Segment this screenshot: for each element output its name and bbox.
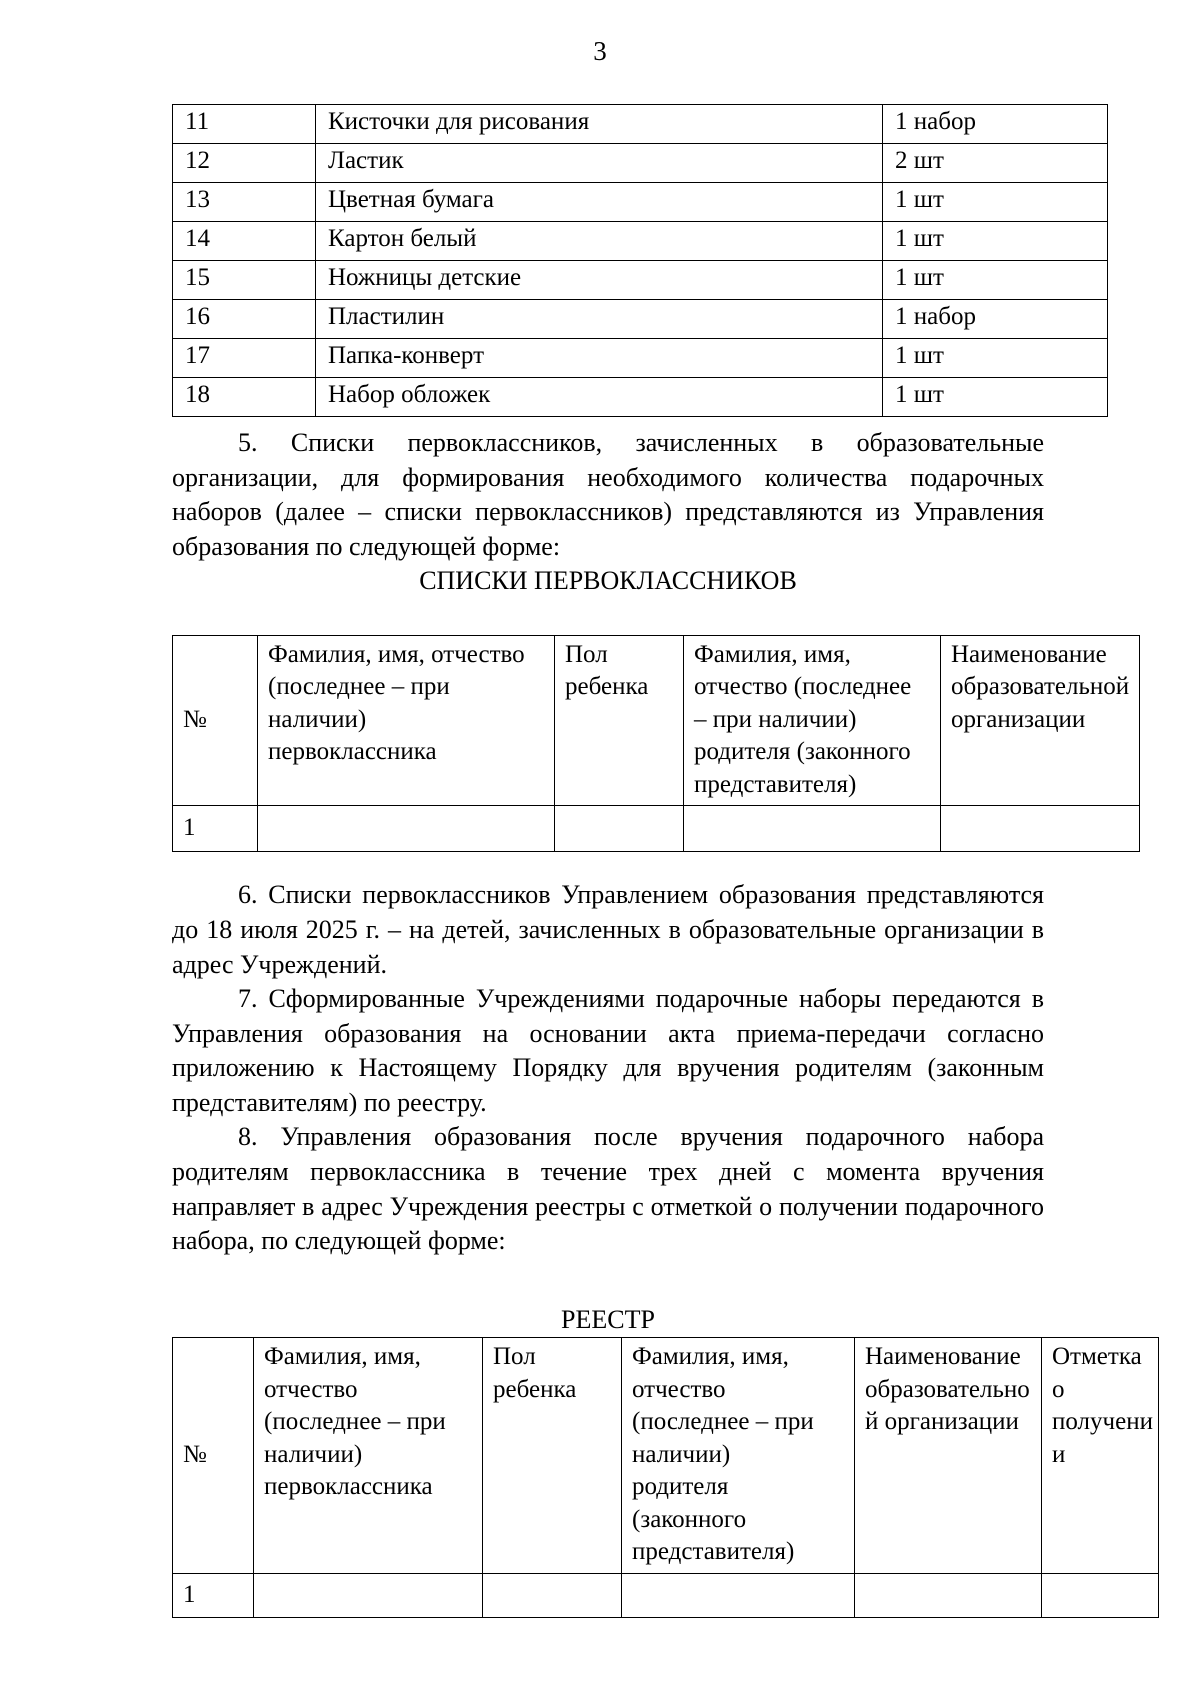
supplies-cell-num: 15 bbox=[173, 261, 316, 300]
registry-header-sex-line: Пол bbox=[493, 1343, 536, 1371]
first-graders-lists-table bbox=[172, 635, 1140, 853]
lists-header-fio bbox=[258, 635, 555, 806]
lists-header-fio-line: наличии) bbox=[268, 705, 367, 733]
registry-table bbox=[172, 1337, 1159, 1618]
supplies-cell-name: Цветная бумага bbox=[316, 183, 883, 222]
table-row bbox=[173, 105, 1108, 144]
registry-cell-sex[interactable] bbox=[483, 1573, 622, 1617]
supplies-cell-name: Пластилин bbox=[316, 300, 883, 339]
registry-header-parent-line: отчество bbox=[632, 1375, 726, 1403]
lists-header-org-line: образовательной bbox=[951, 673, 1130, 701]
supplies-cell-num: 18 bbox=[173, 378, 316, 417]
registry-header-parent-line: представителя) bbox=[632, 1538, 795, 1566]
lists-header-parent bbox=[684, 635, 941, 806]
registry-header-sex bbox=[483, 1338, 622, 1574]
registry-header-parent-line: наличии) bbox=[632, 1440, 731, 1468]
lists-cell-org[interactable] bbox=[941, 806, 1140, 852]
page-content bbox=[172, 104, 1153, 1618]
lists-header-parent-line: – при наличии) bbox=[694, 705, 857, 733]
table-row bbox=[173, 300, 1108, 339]
registry-cell-num: 1 bbox=[173, 1573, 254, 1617]
registry-header-org-line: образовательно bbox=[865, 1375, 1030, 1403]
registry-header-fio-line: (последнее – при bbox=[264, 1408, 446, 1436]
table-row bbox=[173, 806, 1140, 852]
registry-header-parent-line: (законного bbox=[632, 1505, 747, 1533]
registry-header-org-line: Наименование bbox=[865, 1343, 1021, 1371]
table-row bbox=[173, 339, 1108, 378]
supplies-cell-qty: 1 шт bbox=[883, 339, 1108, 378]
lists-header-org-line: Наименование bbox=[951, 640, 1107, 668]
table-header-row bbox=[173, 635, 1140, 806]
supplies-cell-name: Набор обложек bbox=[316, 378, 883, 417]
registry-header-parent-line: (последнее – при bbox=[632, 1408, 814, 1436]
supplies-cell-qty: 1 шт bbox=[883, 222, 1108, 261]
supplies-cell-num: 12 bbox=[173, 144, 316, 183]
supplies-cell-name: Картон белый bbox=[316, 222, 883, 261]
registry-cell-org[interactable] bbox=[855, 1573, 1042, 1617]
lists-header-fio-line: Фамилия, имя, отчество bbox=[268, 640, 525, 668]
lists-header-fio-line: первоклассника bbox=[268, 738, 437, 766]
paragraph-6: 6. Списки первоклассников Управлением образования представляются до 18 июля 2025 г. – на детей, зачисленных в образовательные организации в адрес Учреждений. bbox=[172, 880, 1044, 979]
registry-cell-mark[interactable] bbox=[1042, 1573, 1159, 1617]
paragraph-7: 7. Сформированные Учреждениями подарочные наборы передаются в Управления образования на основании акта приема-передачи согласно приложению к Настоящему Порядку для вручения родителям (законным представителям) по реестру. bbox=[172, 984, 1044, 1117]
lists-header-sex bbox=[555, 635, 684, 806]
table-header-row bbox=[173, 1338, 1159, 1574]
registry-header-mark bbox=[1042, 1338, 1159, 1574]
supplies-cell-qty: 1 шт bbox=[883, 183, 1108, 222]
supplies-cell-num: 16 bbox=[173, 300, 316, 339]
registry-header-mark-line: о bbox=[1052, 1375, 1065, 1403]
lists-header-parent-line: Фамилия, имя, bbox=[694, 640, 851, 668]
supplies-cell-qty: 2 шт bbox=[883, 144, 1108, 183]
registry-header-mark-line: Отметка bbox=[1052, 1343, 1142, 1371]
registry-cell-parent[interactable] bbox=[622, 1573, 855, 1617]
lists-title: СПИСКИ ПЕРВОКЛАССНИКОВ bbox=[419, 566, 797, 596]
table-row bbox=[173, 183, 1108, 222]
supplies-cell-name: Ластик bbox=[316, 144, 883, 183]
registry-title: РЕЕСТР bbox=[561, 1304, 655, 1334]
supplies-cell-qty: 1 шт bbox=[883, 261, 1108, 300]
registry-cell-fio[interactable] bbox=[254, 1573, 483, 1617]
paragraph-5: 5. Списки первоклассников, зачисленных в образовательные организации, для формирования необходимого количества подарочных наборов (далее – списки первоклассников) представляются из Управления образования по следующей форме: bbox=[172, 428, 1044, 561]
registry-header-fio-line: Фамилия, имя, bbox=[264, 1343, 421, 1371]
lists-header-org-line: организации bbox=[951, 705, 1086, 733]
lists-header-sex-line: ребенка bbox=[565, 673, 649, 701]
registry-header-parent bbox=[622, 1338, 855, 1574]
registry-header-fio-line: отчество bbox=[264, 1375, 358, 1403]
registry-header-fio bbox=[254, 1338, 483, 1574]
table-row bbox=[173, 1573, 1159, 1617]
registry-header-fio-line: наличии) bbox=[264, 1440, 363, 1468]
lists-cell-num: 1 bbox=[173, 806, 258, 852]
registry-header-parent-line: родителя bbox=[632, 1473, 729, 1501]
paragraph-8: 8. Управления образования после вручения подарочного набора родителям первоклассника в течение трех дней с момента вручения направляет в адрес Учреждения реестры с отметкой о получении подарочного набора, по следующей форме: bbox=[172, 1122, 1044, 1256]
page-number: 3 bbox=[593, 36, 607, 66]
registry-header-mark-line: и bbox=[1052, 1440, 1066, 1468]
registry-header-fio-line: первоклассника bbox=[264, 1473, 433, 1501]
supplies-cell-qty: 1 набор bbox=[883, 105, 1108, 144]
lists-header-org bbox=[941, 635, 1140, 806]
lists-header-parent-line: отчество (последнее bbox=[694, 673, 912, 701]
lists-header-num: № bbox=[173, 635, 258, 806]
lists-header-parent-line: родителя (законного bbox=[694, 738, 911, 766]
table-row bbox=[173, 378, 1108, 417]
registry-header-org bbox=[855, 1338, 1042, 1574]
table-row bbox=[173, 222, 1108, 261]
lists-cell-sex[interactable] bbox=[555, 806, 684, 852]
lists-cell-parent[interactable] bbox=[684, 806, 941, 852]
supplies-cell-name: Кисточки для рисования bbox=[316, 105, 883, 144]
supplies-cell-num: 13 bbox=[173, 183, 316, 222]
table-row bbox=[173, 144, 1108, 183]
supplies-cell-qty: 1 шт bbox=[883, 378, 1108, 417]
supplies-cell-qty: 1 набор bbox=[883, 300, 1108, 339]
registry-header-org-line: й организации bbox=[865, 1408, 1019, 1436]
supplies-table bbox=[172, 104, 1108, 417]
supplies-cell-num: 11 bbox=[173, 105, 316, 144]
registry-header-sex-line: ребенка bbox=[493, 1375, 577, 1403]
supplies-cell-name: Папка-конверт bbox=[316, 339, 883, 378]
lists-cell-fio[interactable] bbox=[258, 806, 555, 852]
lists-header-parent-line: представителя) bbox=[694, 770, 857, 798]
supplies-cell-name: Ножницы детские bbox=[316, 261, 883, 300]
lists-header-fio-line: (последнее – при bbox=[268, 673, 450, 701]
supplies-cell-num: 17 bbox=[173, 339, 316, 378]
registry-header-mark-line: получени bbox=[1052, 1408, 1153, 1436]
table-row bbox=[173, 261, 1108, 300]
registry-header-num: № bbox=[173, 1338, 254, 1574]
registry-header-parent-line: Фамилия, имя, bbox=[632, 1343, 789, 1371]
lists-header-sex-line: Пол bbox=[565, 640, 608, 668]
supplies-cell-num: 14 bbox=[173, 222, 316, 261]
